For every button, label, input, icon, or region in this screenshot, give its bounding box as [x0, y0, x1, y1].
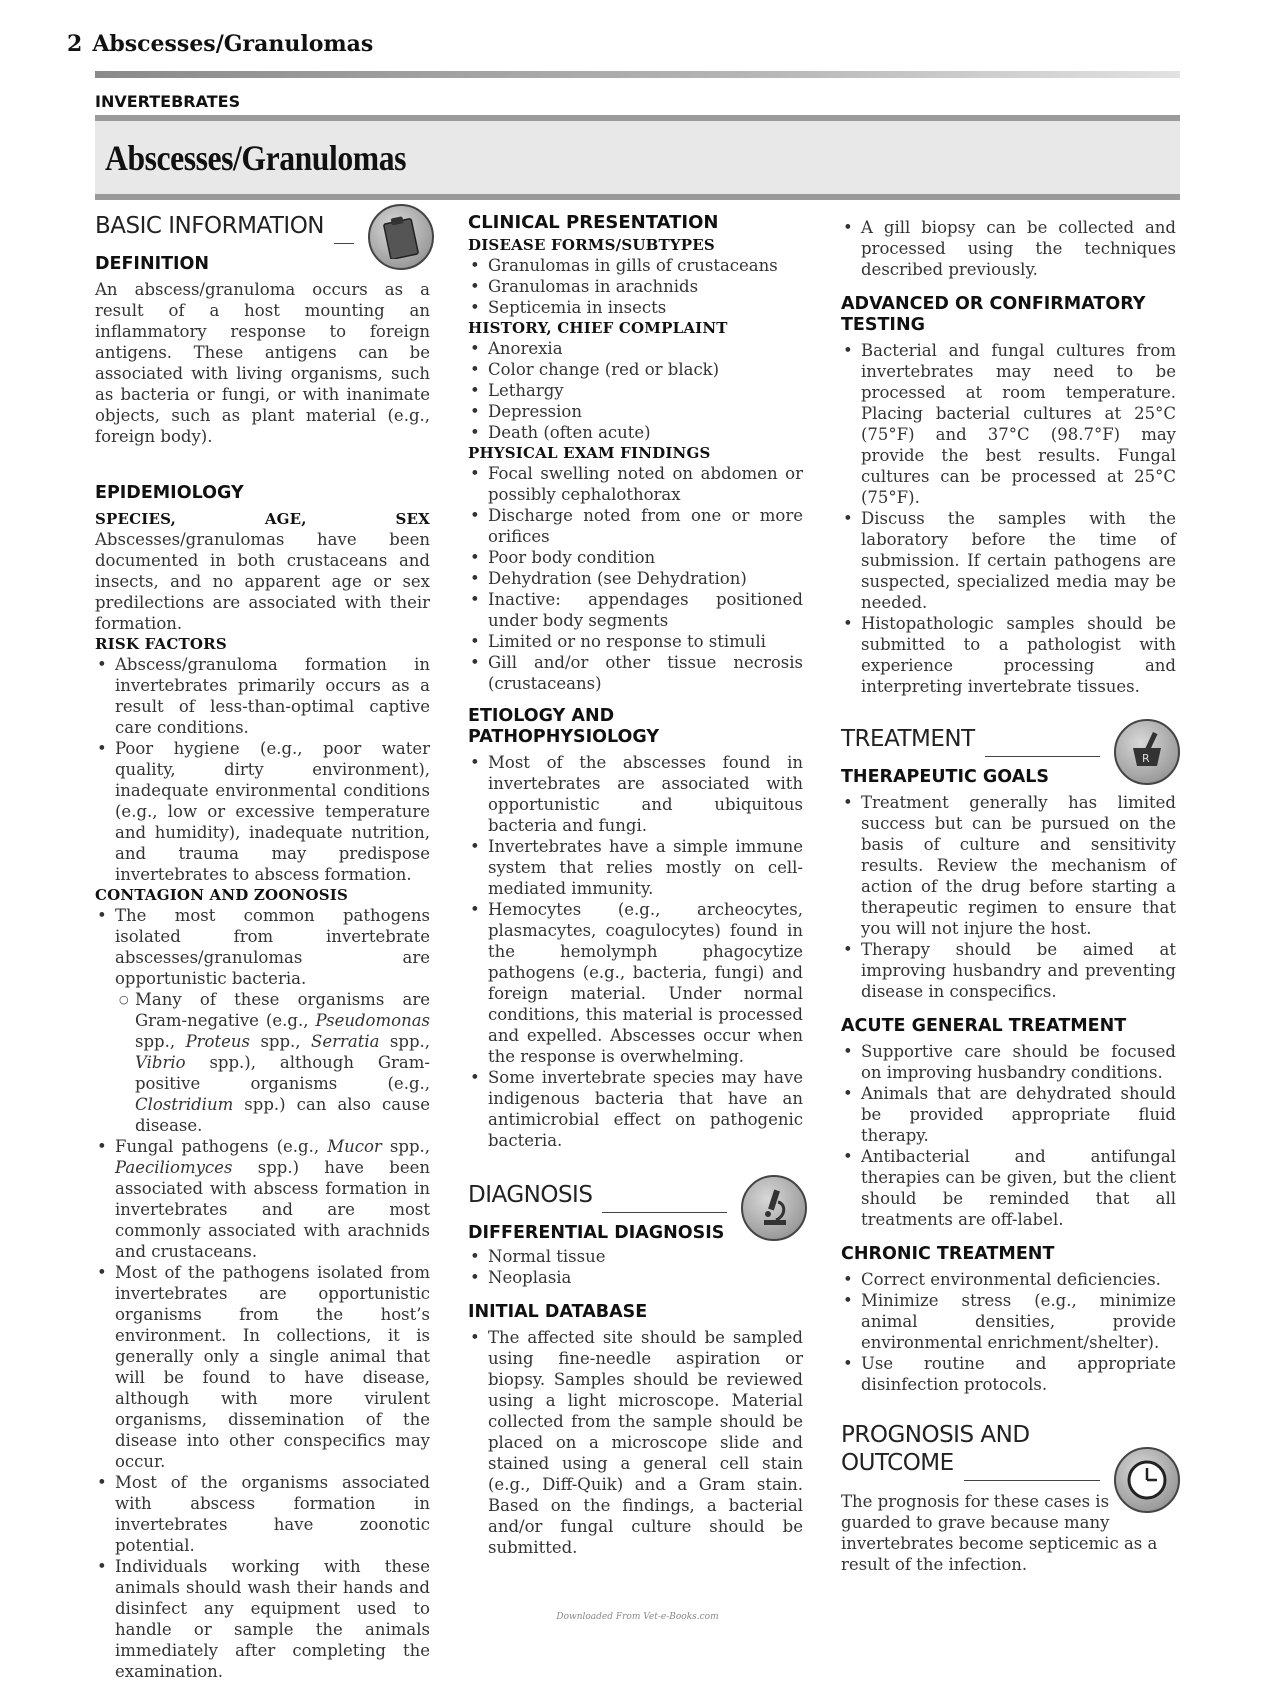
gill-biopsy-list — [841, 217, 1176, 280]
microscope-icon — [741, 1175, 807, 1241]
list-item: • Fungal pathogens (e.g., Mucor spp., Paeciliomyces spp.) have been associated with abscess formation in invertebrates and are most commonly associated with arachnids and crustaceans. — [95, 1136, 430, 1262]
etiology-heading: ETIOLOGY AND PATHOPHYSIOLOGY — [468, 706, 660, 747]
species-paragraph — [95, 508, 430, 634]
list-item: • Depression — [468, 401, 803, 422]
list-item: • Poor hygiene (e.g., poor water quality, dirty environment), inadequate environmental conditions (e.g., low or excessive temperature and humidity), inadequate nutrition, and trauma may predispose invertebrates to abscess formation. — [95, 738, 430, 885]
running-title: Abscesses/Granulomas — [92, 31, 374, 57]
page-number: 2 — [67, 31, 83, 57]
diagnosis-section — [468, 1181, 803, 1213]
contagion-list — [95, 905, 430, 1682]
list-item: • Limited or no response to stimuli — [468, 631, 803, 652]
page-title: Abscesses/Granulomas — [105, 138, 406, 178]
list-item: • Color change (red or black) — [468, 359, 803, 380]
chronic-treatment-list — [841, 1269, 1176, 1395]
risk-factors-list — [95, 654, 430, 885]
running-head — [67, 31, 373, 57]
list-item: • The most common pathogens isolated from invertebrate abscesses/granulomas are opportunistic bacteria. ○ Many of these organisms are Gram-negative (e.g., Pseudomonas spp., Proteus spp., Serratia spp., Vibrio spp.), although Gram-positive organisms (e.g., Clostridium spp.) can also cause disease. — [95, 905, 430, 1136]
clock-icon — [1114, 1447, 1180, 1513]
history-list — [468, 338, 803, 443]
list-item: ○ Many of these organisms are Gram-negative (e.g., Pseudomonas spp., Proteus spp., Serratia spp., Vibrio spp.), although Gram-positive organisms (e.g., Clostridium spp.) can also cause disease. — [115, 989, 430, 1136]
epidemiology-heading: EPIDEMIOLOGY — [95, 483, 244, 503]
title-bar — [95, 115, 1180, 200]
list-item: • Bacterial and fungal cultures from invertebrates may need to be processed at room temperature. Placing bacterial cultures at 25°C (75°F) and 37°C (98.7°F) may provide the best results. Fungal cultures can be processed at 25°C (75°F). — [841, 340, 1176, 508]
list-item: • Poor body condition — [468, 547, 803, 568]
prognosis-section — [841, 1421, 1176, 1481]
species-label: SPECIES, AGE, SEX — [95, 510, 430, 528]
list-item: • Use routine and appropriate disinfection protocols. — [841, 1353, 1176, 1395]
list-item: • Granulomas in gills of crustaceans — [468, 255, 803, 276]
list-item: • Death (often acute) — [468, 422, 803, 443]
column-3 — [841, 212, 1176, 1575]
list-item: • Supportive care should be focused on improving husbandry conditions. — [841, 1041, 1176, 1083]
section-tag: INVERTEBRATES — [95, 92, 241, 111]
list-item: • Minimize stress (e.g., minimize animal densities, provide environmental enrichment/shelter). — [841, 1290, 1176, 1353]
list-item: • Dehydration (see Dehydration) — [468, 568, 803, 589]
list-item: • Gill and/or other tissue necrosis (crustaceans) — [468, 652, 803, 694]
therapeutic-goals-list — [841, 792, 1176, 1002]
list-item: • Discuss the samples with the laboratory before the time of submission. If certain pathogens are suspected, specialized media may be needed. — [841, 508, 1176, 613]
list-item: • Treatment generally has limited success but can be pursued on the basis of culture and sensitivity results. Review the mechanism of action of the drug before starting a therapeutic regimen to ensure that you will not injure the host. — [841, 792, 1176, 939]
advanced-testing-heading: ADVANCED OR CONFIRMATORY TESTING — [841, 294, 1146, 335]
differential-list — [468, 1246, 803, 1288]
list-item: • Lethargy — [468, 380, 803, 401]
contagion-heading: CONTAGION AND ZOONOSIS — [95, 886, 349, 904]
list-item: • Antibacterial and antifungal therapies can be given, but the client should be reminded that all treatments are off-label. — [841, 1146, 1176, 1230]
treatment-heading: TREATMENT — [841, 726, 975, 752]
list-item: • Therapy should be aimed at improving husbandry and preventing disease in conspecifics. — [841, 939, 1176, 1002]
basic-information-heading: BASIC INFORMATION — [95, 213, 325, 239]
disease-forms-heading: DISEASE FORMS/SUBTYPES — [468, 236, 715, 254]
top-rule — [95, 71, 1180, 78]
risk-factors-heading: RISK FACTORS — [95, 635, 227, 653]
treatment-section — [841, 725, 1176, 765]
column-2 — [468, 212, 803, 1558]
prognosis-text: The prognosis for these cases is guarded to grave because many invertebrates become septicemic as a result of the infection. — [841, 1492, 1158, 1574]
list-item: • Some invertebrate species may have indigenous bacteria that have an antimicrobial effect on pathogenic bacteria. — [468, 1067, 803, 1151]
list-item: • Most of the abscesses found in invertebrates are associated with opportunistic and ubiquitous bacteria and fungi. — [468, 752, 803, 836]
acute-treatment-list — [841, 1041, 1176, 1230]
list-item: • Correct environmental deficiencies. — [841, 1269, 1176, 1290]
list-item: • Normal tissue — [468, 1246, 803, 1267]
list-item: • Most of the pathogens isolated from invertebrates are opportunistic organisms from the host’s environment. In collections, it is generally only a single animal that will be found to have disease, although with more virulent organisms, dissemination of the disease into other conspecifics may occur. — [95, 1262, 430, 1472]
list-item: • Hemocytes (e.g., archeocytes, plasmacytes, coagulocytes) found in the hemolymph phagocytize pathogens (e.g., bacteria, fungi) and foreign material. Under normal conditions, this material is processed and expelled. Abscesses occur when the response is overwhelming. — [468, 899, 803, 1067]
etiology-list — [468, 752, 803, 1151]
therapeutic-goals-heading: THERAPEUTIC GOALS — [841, 767, 1050, 787]
species-text: Abscesses/granulomas have been documented in both crustaceans and insects, and no apparent age or sex predilections are associated with their formation. — [95, 530, 430, 633]
differential-heading: DIFFERENTIAL DIAGNOSIS — [468, 1223, 725, 1243]
list-item: • Invertebrates have a simple immune system that relies mostly on cell-mediated immunity. — [468, 836, 803, 899]
clinical-presentation-heading: CLINICAL PRESENTATION — [468, 212, 719, 233]
mortar-pestle-rx-icon — [1114, 719, 1180, 785]
prognosis-heading-line1: PROGNOSIS AND — [841, 1422, 1030, 1448]
list-item: • Most of the organisms associated with abscess formation in invertebrates have zoonotic potential. — [95, 1472, 430, 1556]
list-item: • Focal swelling noted on abdomen or possibly cephalothorax — [468, 463, 803, 505]
chronic-treatment-heading: CHRONIC TREATMENT — [841, 1244, 1055, 1264]
list-item: • Animals that are dehydrated should be provided appropriate fluid therapy. — [841, 1083, 1176, 1146]
definition-heading: DEFINITION — [95, 254, 210, 274]
disease-forms-list — [468, 255, 803, 318]
initial-database-heading: INITIAL DATABASE — [468, 1302, 648, 1322]
initial-database-list — [468, 1327, 803, 1558]
svg-text:R: R — [1142, 752, 1150, 765]
exam-list — [468, 463, 803, 694]
list-item: • Abscess/granuloma formation in invertebrates primarily occurs as a result of less-than-optimal captive care conditions. — [95, 654, 430, 738]
list-item: • Histopathologic samples should be submitted to a pathologist with experience processing and interpreting invertebrate tissues. — [841, 613, 1176, 697]
diagnosis-heading: DIAGNOSIS — [468, 1182, 593, 1208]
list-item: • Discharge noted from one or more orifices — [468, 505, 803, 547]
list-item: • Septicemia in insects — [468, 297, 803, 318]
list-item: • The affected site should be sampled using fine-needle aspiration or biopsy. Samples should be reviewed using a light microscope. Material collected from the sample should be placed on a microscope slide and stained using a general cell stain (e.g., Diff-Quik) and a Gram stain. Based on the findings, a bacterial and/or fungal culture should be submitted. — [468, 1327, 803, 1558]
list-item: • Individuals working with these animals should wash their hands and disinfect any equipment used to handle or sample the animals immediately after completing the examination. — [95, 1556, 430, 1682]
list-item: • Granulomas in arachnids — [468, 276, 803, 297]
acute-treatment-heading: ACUTE GENERAL TREATMENT — [841, 1016, 1127, 1036]
list-item: • Anorexia — [468, 338, 803, 359]
list-item: • Neoplasia — [468, 1267, 803, 1288]
footer-watermark: Downloaded From Vet-e-Books.com — [556, 1612, 719, 1622]
exam-heading: PHYSICAL EXAM FINDINGS — [468, 444, 711, 462]
basic-information-section — [95, 212, 430, 244]
definition-text: An abscess/granuloma occurs as a result of a host mounting an inflammatory response to foreign antigens. These antigens can be associated with living organisms, such as bacteria or fungi, or with inanimate objects, such as plant material (e.g., foreign body). — [95, 280, 430, 446]
column-1 — [95, 212, 430, 1682]
list-item: • Inactive: appendages positioned under body segments — [468, 589, 803, 631]
advanced-testing-list — [841, 340, 1176, 697]
list-item: • A gill biopsy can be collected and processed using the techniques described previously. — [841, 217, 1176, 280]
contagion-sublist — [115, 989, 430, 1136]
prognosis-heading-line2: OUTCOME — [841, 1450, 954, 1476]
clipboard-icon — [368, 204, 434, 270]
history-heading: HISTORY, CHIEF COMPLAINT — [468, 319, 728, 337]
